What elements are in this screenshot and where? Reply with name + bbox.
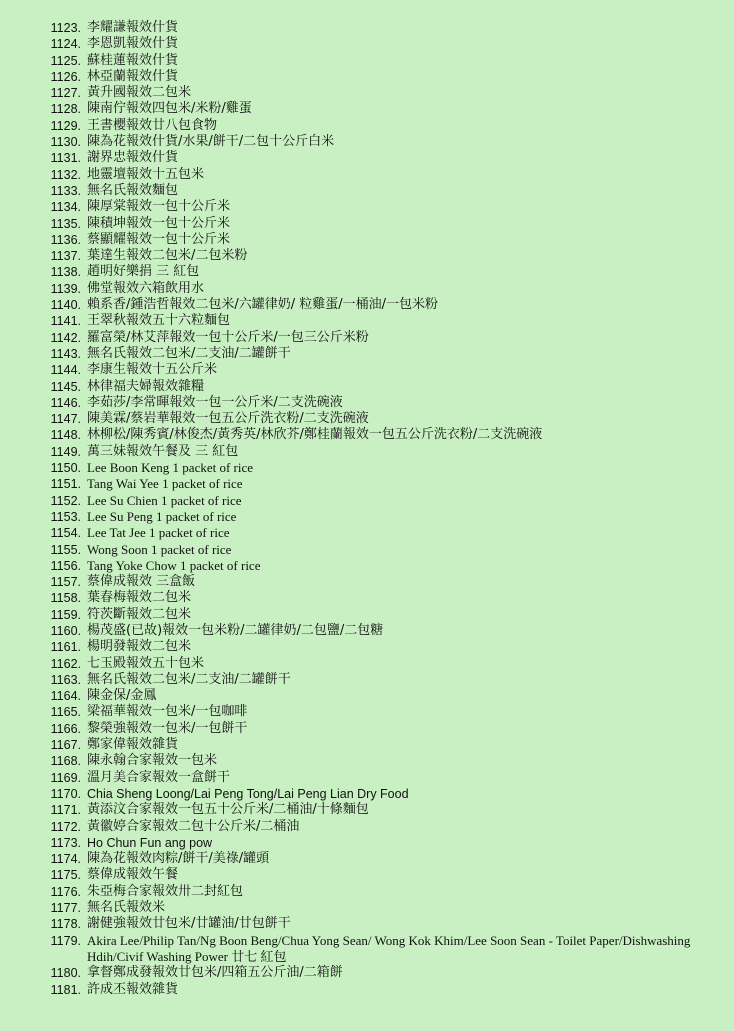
list-item <box>38 476 716 492</box>
entry-number: 1146. <box>50 395 81 410</box>
entry-text: 拿督鄭成發報效廿包米/四箱五公斤油/二箱餅 <box>87 965 343 981</box>
list-item <box>38 737 716 753</box>
list-item <box>38 493 716 509</box>
entry-number: 1127. <box>50 86 81 101</box>
entry-number: 1126. <box>50 69 81 84</box>
list-item <box>38 281 716 297</box>
list-item <box>38 574 716 590</box>
entry-text: 賴系香/鍾浩哲報效二包米/六罐律奶/ 粒雞蛋/一桶油/一包米粉 <box>87 297 439 313</box>
list-item <box>38 150 716 166</box>
entry-text: 鄭家偉報效雜貨 <box>87 737 179 753</box>
entry-number: 1181. <box>50 982 81 997</box>
list-item <box>38 900 716 916</box>
list-item <box>38 216 716 232</box>
entry-text: 楊茂盛(已故)報效一包米粉/二罐律奶/二包鹽/二包糖 <box>87 622 384 638</box>
list-item <box>38 248 716 264</box>
entry-number: 1172. <box>50 819 81 834</box>
list-item <box>38 753 716 769</box>
list-item <box>38 362 716 378</box>
list-item <box>38 395 716 411</box>
entry-text: 趙明好樂捐 三 紅包 <box>87 264 200 280</box>
entry-text: 地靈壇報效十五包米 <box>87 166 205 182</box>
entry-text: 李茹莎/李常暉報效一包一公斤米/二支洗碗液 <box>87 394 343 410</box>
entry-text: 李恩凱報效什貨 <box>87 36 179 52</box>
entry-text: 李康生報效十五公斤米 <box>87 362 218 378</box>
list-item <box>38 607 716 623</box>
list-item <box>38 101 716 117</box>
entry-text: 謝界忠報效什貨 <box>87 150 179 166</box>
entry-text: Lee Su Chien 1 packet of rice <box>87 492 242 508</box>
entry-text: 林亞蘭報效什貨 <box>87 68 179 84</box>
list-item <box>38 623 716 639</box>
entry-number: 1171. <box>50 803 81 818</box>
list-item <box>38 835 716 851</box>
list-item <box>38 297 716 313</box>
list-item <box>38 346 716 362</box>
entry-number: 1175. <box>50 868 81 883</box>
entry-number: 1168. <box>50 754 81 769</box>
entry-text: 陳永翰合家報效一包米 <box>87 753 218 769</box>
list-item <box>38 183 716 199</box>
entry-text: 七玉殿報效五十包米 <box>87 655 205 671</box>
entry-number: 1148. <box>50 428 81 443</box>
entry-number: 1134. <box>50 200 81 215</box>
list-item <box>38 460 716 476</box>
entry-text: 陳為花報效肉粽/餅干/美祿/罐頭 <box>87 851 270 867</box>
list-item <box>38 672 716 688</box>
list-item <box>38 770 716 786</box>
entry-text: Tang Yoke Chow 1 packet of rice <box>87 557 261 573</box>
entry-text: 陳金保/金鳳 <box>87 688 157 704</box>
list-item <box>38 916 716 932</box>
list-item <box>38 36 716 52</box>
entry-number: 1140. <box>50 298 81 313</box>
list-item <box>38 704 716 720</box>
entry-number: 1139. <box>50 281 81 296</box>
list-item <box>38 118 716 134</box>
entry-text: 黃升國報效二包米 <box>87 85 192 101</box>
list-item <box>38 69 716 85</box>
list-item <box>38 134 716 150</box>
entry-number: 1141. <box>50 314 81 329</box>
entry-number: 1150. <box>50 461 81 476</box>
entry-number: 1156. <box>50 558 81 573</box>
entry-text: 黃徽婷合家報效二包十公斤米/二桶油 <box>87 818 300 834</box>
entry-text: Wong Soon 1 packet of rice <box>87 541 232 557</box>
list-item <box>38 590 716 606</box>
entry-text: Ho Chun Fun ang pow <box>87 835 213 850</box>
list-item <box>38 867 716 883</box>
entry-number: 1124. <box>50 37 81 52</box>
entry-number: 1161. <box>50 640 81 655</box>
list-item <box>38 444 716 460</box>
entry-text: 楊明發報效二包米 <box>87 639 192 655</box>
entry-text: Chia Sheng Loong/Lai Peng Tong/Lai Peng Lian Dry Food <box>87 786 409 801</box>
entry-number: 1157. <box>50 575 81 590</box>
entry-number: 1137. <box>50 249 81 264</box>
list-item <box>38 884 716 900</box>
entry-number: 1152. <box>50 493 81 508</box>
entry-text: 陳為花報效什貨/水果/餅干/二包十公斤白米 <box>87 134 335 150</box>
list-item <box>38 721 716 737</box>
entry-text: 無名氏報效二包米/二支油/二罐餅干 <box>87 671 291 687</box>
list-item <box>38 167 716 183</box>
list-item <box>38 965 716 981</box>
entry-number: 1174. <box>50 852 81 867</box>
entry-text: 葉達生報效二包米/二包米粉 <box>87 248 248 264</box>
entry-number: 1136. <box>50 232 81 247</box>
entry-number: 1178. <box>50 917 81 932</box>
entry-text: 羅富榮/林艾萍報效一包十公斤米/一包三公斤米粉 <box>87 329 369 345</box>
entry-number: 1135. <box>50 216 81 231</box>
list-item <box>38 411 716 427</box>
list-item <box>38 509 716 525</box>
entry-number: 1170. <box>50 786 81 801</box>
entry-text: 陳積坤報效一包十公斤米 <box>87 215 231 231</box>
entry-number: 1130. <box>50 135 81 150</box>
entry-text: Tang Wai Yee 1 packet of rice <box>87 476 243 492</box>
list-item <box>38 232 716 248</box>
list-item <box>38 802 716 818</box>
entry-number: 1151. <box>50 477 81 492</box>
entry-text: 蘇桂蓮報效什貨 <box>87 52 179 68</box>
list-item <box>38 427 716 443</box>
list-item <box>38 330 716 346</box>
entry-text: 黃添汶合家報效一包五十公斤米/二桶油/十條麵包 <box>87 802 369 818</box>
entry-number: 1153. <box>50 509 81 524</box>
list-item <box>38 982 716 998</box>
entry-number: 1165. <box>50 705 81 720</box>
entry-number: 1167. <box>50 738 81 753</box>
entry-number: 1180. <box>50 966 81 981</box>
entry-number: 1143. <box>50 346 81 361</box>
list-item <box>38 639 716 655</box>
list-item <box>38 199 716 215</box>
entry-text: 萬三妹報效午餐及 三 紅包 <box>87 443 239 459</box>
list-item <box>38 656 716 672</box>
list-item <box>38 786 716 802</box>
entry-text: Lee Boon Keng 1 packet of rice <box>87 460 254 476</box>
list-item <box>38 558 716 574</box>
list-item <box>38 933 716 966</box>
entry-text: 無名氏報效二包米/二支油/二罐餅干 <box>87 345 291 361</box>
list-item <box>38 313 716 329</box>
entry-text: 蔡顯耀報效一包十公斤米 <box>87 231 231 247</box>
list-item <box>38 525 716 541</box>
entry-number: 1125. <box>50 53 81 68</box>
entry-text: 陳厚棠報效一包十公斤米 <box>87 199 231 215</box>
entry-text: 林柳松/陳秀賓/林俊杰/黃秀英/林欣芥/鄭桂蘭報效一包五公斤洗衣粉/二支洗碗液 <box>87 427 543 443</box>
list-item <box>38 542 716 558</box>
list-item <box>38 688 716 704</box>
entry-number: 1147. <box>50 412 81 427</box>
entry-text: Akira Lee/Philip Tan/Ng Boon Beng/Chua Yong Sean/ Wong Kok Khim/Lee Soon Sean - Toilet Paper/Dishwashing Hdih/Civif Washing Power 廿七 紅包 <box>87 932 694 964</box>
entry-number: 1169. <box>50 770 81 785</box>
entry-text: 梁福華報效一包米/一包咖啡 <box>87 704 248 720</box>
list-item <box>38 819 716 835</box>
list-item <box>38 53 716 69</box>
entry-text: 王翠秋報效五十六粒麵包 <box>87 313 231 329</box>
entry-number: 1138. <box>50 265 81 280</box>
entry-text: 王書櫻報效廿八包食物 <box>87 117 218 133</box>
entry-number: 1158. <box>50 591 81 606</box>
entry-number: 1155. <box>50 542 81 557</box>
entry-text: 謝健強報效廿包米/廿罐油/廿包餅干 <box>87 916 291 932</box>
list-item <box>38 85 716 101</box>
entry-text: 無名氏報效米 <box>87 900 166 916</box>
entry-text: 陳南佇報效四包米/米粉/雞蛋 <box>87 101 252 117</box>
list-item <box>38 851 716 867</box>
entry-text: 朱亞梅合家報效卅二封紅包 <box>87 883 244 899</box>
entry-number: 1164. <box>50 689 81 704</box>
entry-text: Lee Tat Jee 1 packet of rice <box>87 525 230 541</box>
entry-number: 1142. <box>50 330 81 345</box>
entry-text: 陳美霖/蔡岩華報效一包五公斤洗衣粉/二支洗碗液 <box>87 411 369 427</box>
entry-text: 蔡偉成報效午餐 <box>87 867 179 883</box>
entry-text: 黎榮強報效一包米/一包餅干 <box>87 720 248 736</box>
entry-text: 李耀謙報效什貨 <box>87 20 179 35</box>
entry-number: 1131. <box>50 151 81 166</box>
entry-number: 1144. <box>50 363 81 378</box>
list-item <box>38 379 716 395</box>
entry-text: 佛堂報效六箱飲用水 <box>87 280 205 296</box>
entry-number: 1177. <box>50 901 81 916</box>
entry-number: 1145. <box>50 379 81 394</box>
entry-number: 1173. <box>50 835 81 850</box>
entry-number: 1159. <box>50 607 81 622</box>
entry-text: 蔡偉成報效 三盒飯 <box>87 574 196 590</box>
entry-number: 1129. <box>50 118 81 133</box>
entry-number: 1179. <box>50 933 81 948</box>
entry-number: 1160. <box>50 623 81 638</box>
entry-number: 1176. <box>50 884 81 899</box>
entry-text: 許成丕報效雜貨 <box>87 981 179 997</box>
entry-number: 1132. <box>50 167 81 182</box>
entry-text: 溫月美合家報效一盒餅干 <box>87 769 231 785</box>
entry-text: 林律福夫婦報效雜糧 <box>87 378 205 394</box>
entry-text: 葉春梅報效二包米 <box>87 590 192 606</box>
entry-text: 無名氏報效麵包 <box>87 182 179 198</box>
entry-number: 1163. <box>50 672 81 687</box>
entry-text: 符茨斷報效二包米 <box>87 606 192 622</box>
entry-number: 1123. <box>50 21 81 35</box>
entry-number: 1133. <box>50 183 81 198</box>
entry-number: 1128. <box>50 102 81 117</box>
list-item <box>38 264 716 280</box>
entry-number: 1162. <box>50 656 81 671</box>
entry-number: 1149. <box>50 444 81 459</box>
entry-number: 1154. <box>50 526 81 541</box>
entry-number: 1166. <box>50 721 81 736</box>
list-item <box>38 20 716 36</box>
entry-text: Lee Su Peng 1 packet of rice <box>87 508 237 524</box>
donation-list <box>38 20 716 998</box>
